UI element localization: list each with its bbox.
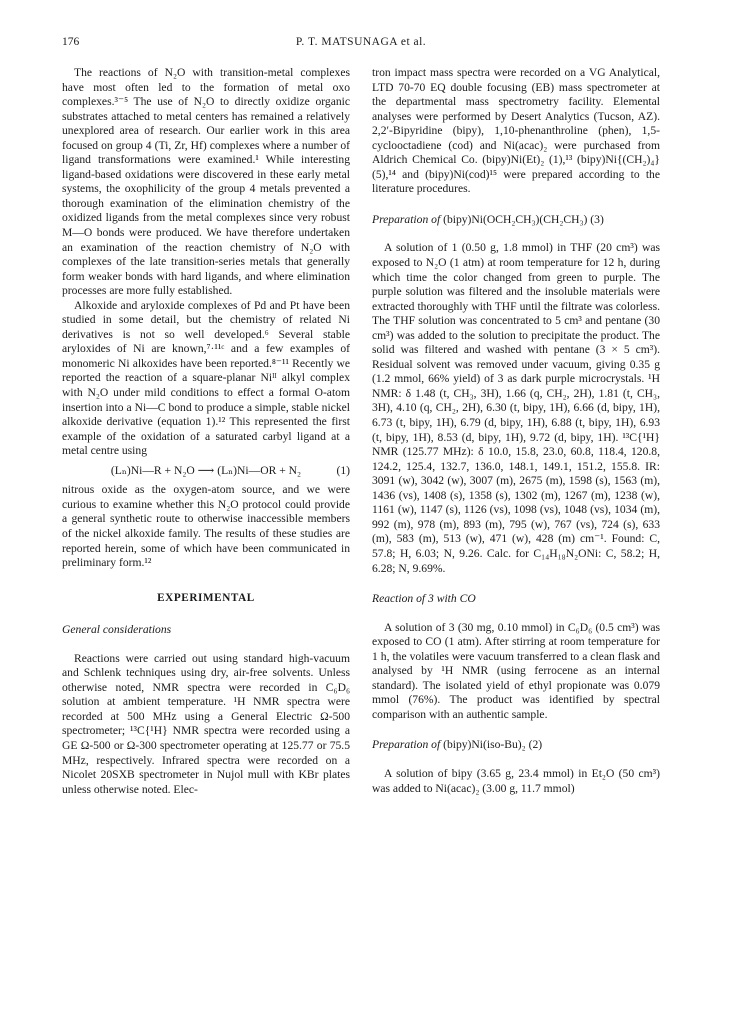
prep-2-paragraph: A solution of bipy (3.65 g, 23.4 mmol) in Et₂O (50 cm³) was added to Ni(acac)₂ (3.00 g, 11.7 mmol) (372, 766, 660, 795)
equation-number: (1) (336, 463, 350, 477)
subheading-co-reaction: Reaction of 3 with CO (372, 592, 476, 606)
subsection-title: General considerations (62, 623, 172, 637)
subheading-prep-2 (372, 738, 660, 753)
equation-text: (Lₙ)Ni—R + N₂O ⟶ (Lₙ)Ni—OR + N₂ (110, 463, 302, 477)
running-head: P. T. MATSUNAGA et al. (295, 36, 427, 48)
page-header (62, 36, 660, 52)
intro-paragraph-1: The reactions of N₂O with transition-metal complexes have most often led to the formation of metal oxo complexes.³⁻⁵ The use of N₂O to directly oxidize organic substrates attached to metal centers has remained a relatively unexplored area of research. Our earlier work in this area focused on group 4 (Ti, Zr, Hf) complexes where a number of ligand transformations were examined.¹ While interesting ligand-based oxidations were discovered in these early metal systems, the oxophilicity of the group 4 metals prevented a thorough examination of the elimination chemistry of the oxidized ligands from the metal complexes since very robust M—O bonds were produced. We have therefore undertaken an examination of the reaction chemistry of N₂O with complexes of the late transition-series metals that generally form weaker bonds with hard ligands, and where elimination processes are more fully established. (62, 66, 350, 298)
subheading-compound: (bipy)Ni(iso-Bu)₂ (2) (443, 738, 543, 752)
subheading-compound: (bipy)Ni(OCH₂CH₃)(CH₂CH₃) (3) (443, 212, 604, 226)
intro-paragraph-2: Alkoxide and aryloxide complexes of Pd and Pt have been studied in some detail, but the chemistry of related Ni derivatives is not so well developed.⁶ Several stable aryloxides of Ni are known,⁷·¹¹ᶜ and a few examples of monomeric Ni alkoxides have been reported.⁸⁻¹¹ Recently we reported the reaction of a square-planar Niᴵᴵ alkyl complex with N₂O under mild conditions to effect a formal O-atom insertion into a Ni—C bond to produce a simple, stable nickel alkoxide derivative (equation 1).¹² This represented the first example of the oxidation of a saturated carbyl ligand at a metal centre using (62, 298, 350, 458)
page-number: 176 (62, 36, 80, 48)
co-reaction-paragraph: A solution of 3 (30 mg, 0.10 mmol) in C₆D₆ (0.5 cm³) was exposed to CO (1 atm). After stirring at room temperature for 1 h, the volatiles were vacuum transferred to a clean flask and analysed by ¹H NMR (using ferrocene as an internal standard). The isolated yield of ethyl propionate was 0.079 mmol (76%). The product was identified by spectral comparison with an authentic sample. (372, 620, 660, 721)
left-column (62, 66, 350, 797)
right-column (372, 66, 660, 796)
prep-3-paragraph: A solution of 1 (0.50 g, 1.8 mmol) in THF (20 cm³) was exposed to N₂O (1 atm) at room temperature for 12 h, during which time the color changed from green to purple. The purple solution was filtered and the insoluble materials were extracted thoroughly with THF until the filtrate was colorless. The THF solution was concentrated to 5 cm³ and pentane (30 cm³) was added to the solution to precipitate the product. The solid was filtered and washed with pentane (3 × 5 cm³). Residual solvent was removed under vacuum, giving 0.35 g (1.2 mmol, 66% yield) of 3 as dark purple microcrystals. ¹H NMR: δ 1.48 (t, CH₃, 3H), 1.66 (q, CH₂, 2H), 1.81 (t, CH₃, 3H), 4.10 (q, CH₂, 2H), 6.30 (t, bipy, 1H), 6.66 (d, bipy, 1H), 6.73 (t, bipy, 1H), 6.79 (d, bipy, 1H), 6.88 (t, bipy, 1H), 6.93 (t, bipy, 1H), 8.53 (d, bipy, 1H), 9.72 (d, bipy, 1H). ¹³C{¹H} NMR (125.77 MHz): δ 10.0, 15.8, 23.0, 60.8, 118.4, 120.8, 124.2, 125.4, 132.7, 136.0, 148.1, 149.1, 151.2, 155.8. IR: 3091 (w), 3042 (w), 3007 (m), 2675 (m), 1598 (s), 1563 (m), 1436 (vs), 1408 (s), 1358 (s), 1302 (m), 1267 (m), 1238 (w), 1161 (w), 1147 (s), 1126 (vs), 1098 (vs), 1048 (vs), 1034 (m), 992 (m), 978 (m), 893 (m), 795 (w), 767 (vs), 724 (s), 633 (m), 583 (m), 513 (w), 471 (w), 428 (m) cm⁻¹. Found: C, 57.8; H, 6.03; N, 9.26. Calc. for C₁₄H₁₈N₂ONi: C, 58.2; H, 6.28; N, 9.69%. (372, 241, 660, 575)
subheading-prefix: Preparation of (372, 738, 441, 752)
equation-1 (62, 464, 350, 479)
subheading-prefix: Preparation of (372, 212, 441, 226)
general-considerations-paragraph: Reactions were carried out using standard high-vacuum and Schlenk techniques using dry, air-free solvents. Unless otherwise noted, NMR spectra were recorded in C₆D₆ solution at ambient temperature. ¹H NMR spectra were recorded at 500 MHz using a General Electric Ω-500 spectrometer; ¹³C{¹H} NMR spectra were recorded using a GE Ω-500 or Ω-300 spectrometer operating at 125.77 or 75.5 MHz, respectively. Infrared spectra were recorded on a Nicolet 20SXB spectrometer in Nujol mull with KBr plates unless otherwise noted. Elec- (62, 651, 350, 796)
subheading-prep-3 (372, 213, 660, 228)
general-considerations-continued: tron impact mass spectra were recorded on a VG Analytical, LTD 70-70 EQ double focusing (EB) mass spectrometer at the departmental mass spectrometry facility. Elemental analyses were performed by Desert Analytics (Tucson, AZ). 2,2′-Bipyridine (bipy), 1,10-phenanthroline (phen), 1,5-cyclooctadiene (cod) and Ni(acac)₂ were purchased from Aldrich Chemical Co. (bipy)Ni(Et)₂ (1),¹³ (bipy)Ni{(CH₂)₄} (5),¹⁴ and (bipy)Ni(cod)¹⁵ were prepared according to the literature procedures. (372, 66, 660, 196)
section-title: EXPERIMENTAL (157, 591, 255, 604)
intro-paragraph-3: nitrous oxide as the oxygen-atom source, and we were curious to examine whether this N₂O protocol could provide a general synthetic route to otherwise inaccessible members of the nickel alkoxide family. The results of these studies are reported herein, some of which have been communicated in preliminary form.¹² (62, 483, 350, 570)
